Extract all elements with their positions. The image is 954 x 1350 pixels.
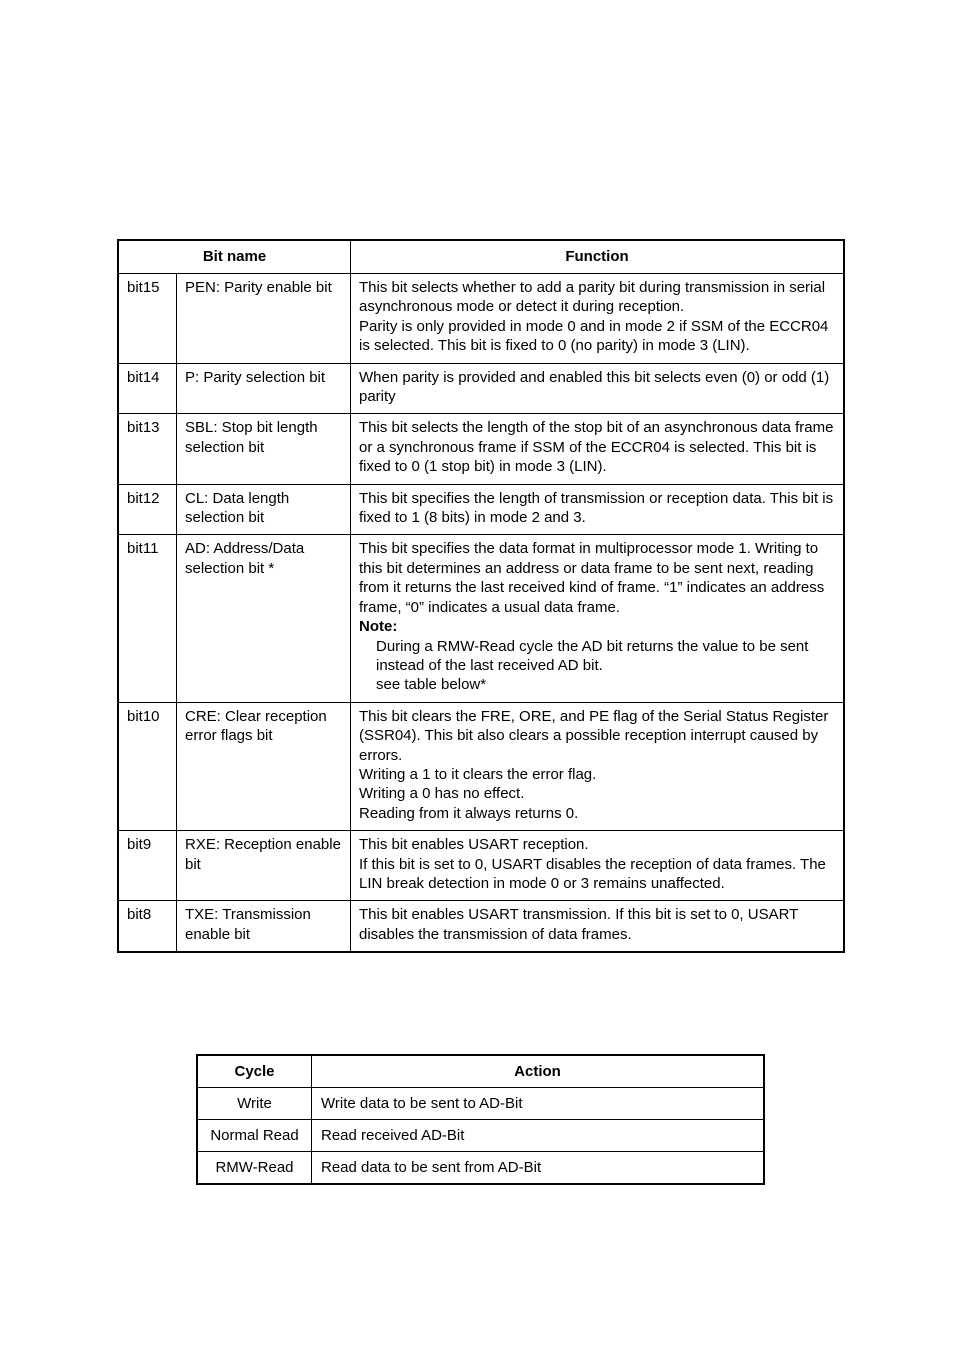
bit-function: [351, 484, 845, 535]
note-text: see table below*: [376, 676, 487, 694]
header-bit-name: Bit name: [118, 240, 351, 274]
header-action: Action: [312, 1055, 765, 1088]
bit-name: P: Parity selection bit: [177, 363, 351, 414]
cycle-cell: Normal Read: [197, 1120, 312, 1152]
bit-number: bit9: [118, 831, 177, 901]
table-row: [197, 1120, 764, 1152]
function-text: This bit selects whether to add a parity bit during transmission in serial asynchronous mode or detect it during reception.: [359, 279, 826, 316]
table-row: [118, 831, 844, 901]
cycle-cell: Write: [197, 1088, 312, 1120]
function-text: This bit specifies the length of transmission or reception data. This bit is fixed to 1 (8 bits) in mode 2 and 3.: [359, 489, 834, 527]
function-text: Reading from it always returns 0.: [359, 804, 579, 822]
function-text: This bit clears the FRE, ORE, and PE flag of the Serial Status Register (SSR04). This bit also clears a possible reception interrupt caused by errors.: [359, 707, 829, 764]
table-row: [118, 702, 844, 830]
table-header-row: [118, 240, 844, 274]
bit-number: bit8: [118, 901, 177, 952]
bit-name: RXE: Reception enable bit: [177, 831, 351, 901]
cycle-cell: RMW-Read: [197, 1152, 312, 1185]
bit-number: bit11: [118, 535, 177, 702]
table-row: [197, 1152, 764, 1185]
bit-number: bit14: [118, 363, 177, 414]
cycle-rows: [197, 1088, 764, 1185]
action-cell: Write data to be sent to AD-Bit: [312, 1088, 765, 1120]
table-row: [118, 535, 844, 702]
note-text: During a RMW-Read cycle the AD bit returns the value to be sent instead of the last received AD bit.: [376, 637, 809, 674]
bit-number: bit10: [118, 702, 177, 830]
function-text: If this bit is set to 0, USART disables the reception of data frames. The LIN break detection in mode 0 or 3 remains unaffected.: [359, 855, 826, 892]
bit-number: bit12: [118, 484, 177, 535]
table-row: [118, 363, 844, 414]
action-cell: Read data to be sent from AD-Bit: [312, 1152, 765, 1185]
ad-bit-cycle-table: [196, 1054, 765, 1185]
bit-name: PEN: Parity enable bit: [177, 274, 351, 364]
bit-function: [351, 901, 845, 952]
bit-name: CL: Data length selection bit: [177, 484, 351, 535]
function-text: Writing a 0 has no effect.: [359, 785, 525, 803]
bit-name: AD: Address/Data selection bit *: [177, 535, 351, 702]
header-cycle: Cycle: [197, 1055, 312, 1088]
bit-rows: [118, 274, 844, 953]
header-function: Function: [351, 240, 845, 274]
bit-number: bit13: [118, 414, 177, 484]
bit-function: [351, 831, 845, 901]
function-text: This bit selects the length of the stop bit of an asynchronous data frame or a synchronous frame if SSM of the ECCR04 is selected. This bit is fixed to 0 (1 stop bit) in mode 3 (LIN).: [359, 419, 834, 476]
function-text: This bit enables USART transmission. If this bit is set to 0, USART disables the transmission of data frames.: [359, 906, 799, 943]
bit-function: [351, 702, 845, 830]
function-text: Parity is only provided in mode 0 and in mode 2 if SSM of the ECCR04 is selected. This bit is fixed to 0 (no parity) in mode 3 (LIN).: [359, 317, 829, 355]
table-row: [118, 414, 844, 484]
bit-name: SBL: Stop bit length selection bit: [177, 414, 351, 484]
bit-number: bit15: [118, 274, 177, 364]
table-row: [118, 274, 844, 364]
bit-function: [351, 363, 845, 414]
table-row: [197, 1088, 764, 1120]
note-label: Note:: [359, 618, 398, 636]
bit-name: TXE: Transmission enable bit: [177, 901, 351, 952]
table-row: [118, 484, 844, 535]
table-row: [118, 901, 844, 952]
bit-name: CRE: Clear reception error flags bit: [177, 702, 351, 830]
function-text: Writing a 1 to it clears the error flag.: [359, 765, 597, 783]
bit-function: [351, 274, 845, 364]
bit-function: [351, 414, 845, 484]
function-text: When parity is provided and enabled this bit selects even (0) or odd (1) parity: [359, 368, 830, 406]
action-cell: Read received AD-Bit: [312, 1120, 765, 1152]
bit-function: [351, 535, 845, 702]
table-header-row: [197, 1055, 764, 1088]
function-text: This bit enables USART reception.: [359, 836, 589, 854]
function-text: This bit specifies the data format in multiprocessor mode 1. Writing to this bit determines an address or data frame to be sent next, reading from it returns the last received kind of frame. “1” indicates an address frame, “0” indicates a usual data frame.: [359, 540, 825, 616]
bit-description-table: [117, 239, 845, 953]
